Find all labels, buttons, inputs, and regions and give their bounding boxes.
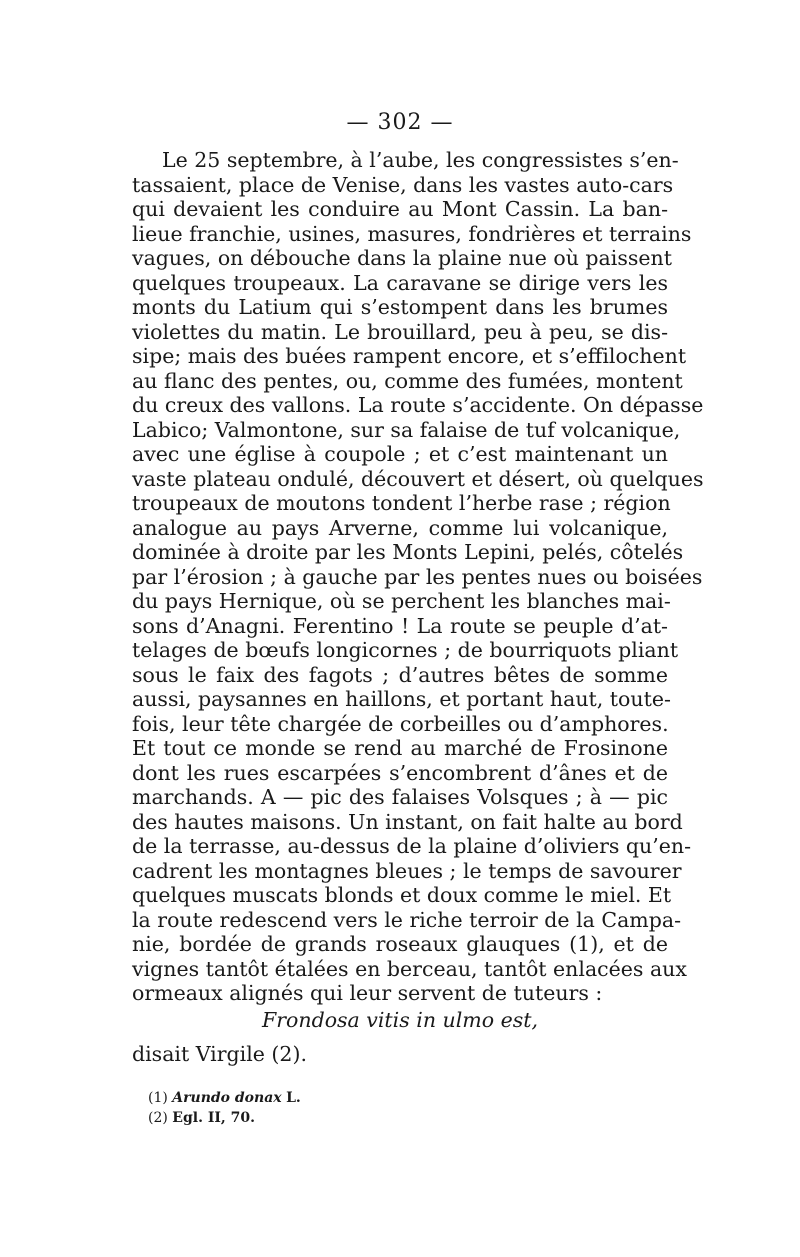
footnote-marker: (1): [148, 1090, 168, 1106]
paragraph-line: troupeaux de moutons tondent l’herbe rase ; région: [132, 491, 671, 515]
footnote-marker: (2): [148, 1110, 168, 1126]
page-number: — 302 —: [346, 110, 454, 135]
paragraph-line: du pays Hernique, où se perchent les blanches mai-: [132, 589, 671, 613]
paragraph-line: quelques muscats blonds et doux comme le miel. Et: [132, 883, 672, 907]
paragraph-line: marchands. A — pic des falaises Volsques ; à — pic: [132, 785, 668, 809]
paragraph-line: analogue au pays Arverne, comme lui volcanique,: [132, 515, 668, 540]
footnote-text: Egl. II, 70.: [172, 1110, 256, 1126]
paragraph-line: fois, leur tête chargée de corbeilles ou d’amphores.: [132, 711, 669, 736]
paragraph-line: violettes du matin. Le brouillard, peu à peu, se dis-: [132, 319, 668, 344]
paragraph-line: la route redescend vers le riche terroir de la Campa-: [132, 907, 681, 932]
footnote: [148, 1088, 301, 1108]
paragraph-line: Le 25 septembre, à l’aube, les congressistes s’en-: [162, 148, 679, 172]
paragraph-line: vignes tantôt étalées en berceau, tantôt enlacées aux: [132, 956, 687, 981]
paragraph-line: cadrent les montagnes bleues ; le temps de savourer: [132, 858, 682, 883]
paragraph-line: lieue franchie, usines, masures, fondrières et terrains: [132, 221, 692, 246]
quote-attribution: disait Virgile (2).: [132, 1042, 307, 1066]
paragraph-line: vaste plateau ondulé, découvert et désert, où quelques: [132, 466, 704, 491]
footnote: [148, 1108, 301, 1128]
paragraph-line: nie, bordée de grands roseaux glauques (1), et de: [132, 932, 668, 956]
paragraph-line: qui devaient les conduire au Mont Cassin. La ban-: [132, 197, 668, 221]
footnote-title: Arundo donax: [172, 1090, 282, 1106]
footnote-text: L.: [286, 1090, 301, 1106]
paragraph-line: sous le faix des fagots ; d’autres bêtes de somme: [132, 662, 668, 687]
footnotes: [148, 1088, 301, 1128]
main-paragraph: [132, 148, 704, 1006]
paragraph-line: dominée à droite par les Monts Lepini, pelés, côtelés: [132, 540, 684, 564]
paragraph-line: aussi, paysannes en haillons, et portant haut, toute-: [132, 687, 671, 711]
paragraph-line: sons d’Anagni. Ferentino ! La route se peuple d’at-: [132, 613, 668, 638]
paragraph-line: du creux des vallons. La route s’accidente. On dépasse: [132, 393, 704, 417]
paragraph-line: par l’érosion ; à gauche par les pentes nues ou boisées: [132, 564, 703, 589]
paragraph-line: quelques troupeaux. La caravane se dirige vers les: [132, 270, 668, 295]
paragraph-line: des hautes maisons. Un instant, on fait halte au bord: [132, 809, 683, 834]
latin-quote: Frondosa vitis in ulmo est,: [262, 1008, 538, 1032]
paragraph-line: tassaient, place de Venise, dans les vastes auto-cars: [132, 172, 674, 197]
paragraph-line: Et tout ce monde se rend au marché de Frosinone: [132, 736, 668, 760]
paragraph-line: avec une église à coupole ; et c’est maintenant un: [132, 442, 668, 466]
paragraph-line: dont les rues escarpées s’encombrent d’ânes et de: [132, 760, 668, 785]
paragraph-line: de la terrasse, au-dessus de la plaine d’oliviers qu’en-: [132, 834, 692, 858]
paragraph-line: vagues, on débouche dans la plaine nue où paissent: [132, 246, 672, 270]
paragraph-line: sipe; mais des buées rampent encore, et s’effilochent: [132, 344, 687, 368]
paragraph-line: monts du Latium qui s’estompent dans les brumes: [132, 295, 668, 319]
paragraph-line: ormeaux alignés qui leur servent de tuteurs :: [132, 981, 603, 1005]
paragraph-line: Labico; Valmontone, sur sa falaise de tuf volcanique,: [132, 417, 681, 442]
paragraph-line: au flanc des pentes, ou, comme des fumées, montent: [132, 368, 683, 393]
paragraph-line: telages de bœufs longicornes ; de bourriquots pliant: [132, 638, 679, 662]
